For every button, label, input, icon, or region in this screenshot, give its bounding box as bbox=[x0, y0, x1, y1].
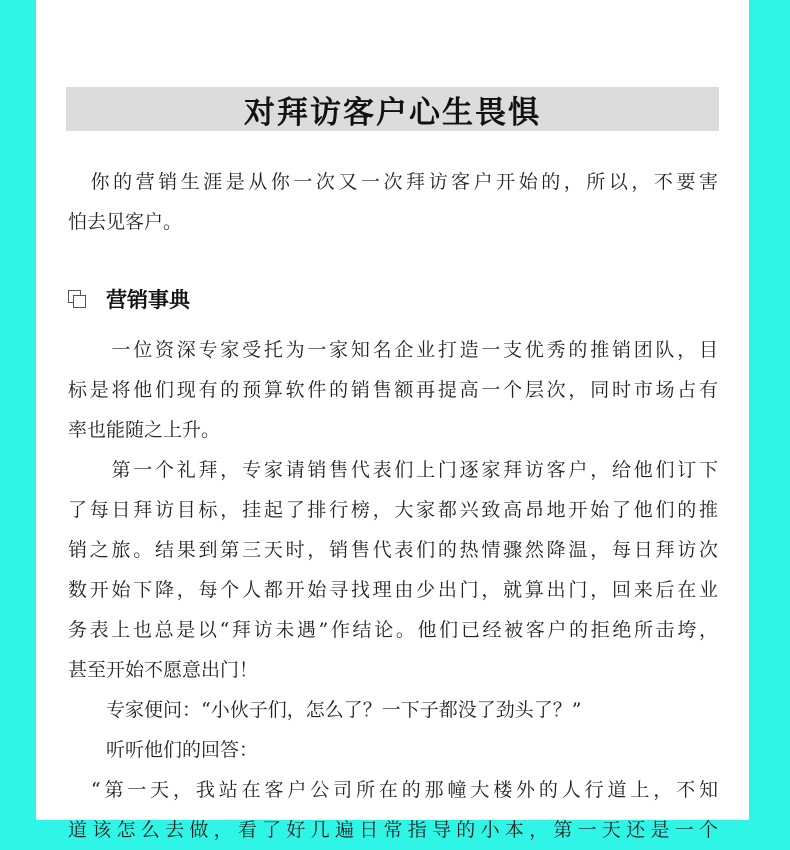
body-paragraph-5 bbox=[68, 770, 718, 850]
body-line: 专家便问：“小伙子们，怎么了？一下子都没了劲头了？” bbox=[68, 699, 582, 721]
body-line: 听听他们的回答： bbox=[68, 739, 259, 761]
intro-line: 你的营销生涯是从你一次又一次拜访客户开始的，所以，不要害 bbox=[68, 171, 718, 193]
chapter-title-bar bbox=[66, 87, 719, 131]
body-line: 标是将他们现有的预算软件的销售额再提高一个层次，同时市场占有 bbox=[68, 379, 718, 401]
body-paragraph-1 bbox=[68, 330, 718, 450]
body-line: 甚至开始不愿意出门！ bbox=[68, 659, 259, 681]
body-paragraph-4 bbox=[68, 730, 718, 770]
body-line: 了每日拜访目标，挂起了排行榜，大家都兴致高昂地开始了他们的推 bbox=[68, 499, 718, 521]
body-line: 第一个礼拜，专家请销售代表们上门逐家拜访客户，给他们订下 bbox=[68, 459, 718, 481]
intro-paragraph bbox=[68, 162, 718, 242]
body-paragraph-3 bbox=[68, 690, 718, 730]
chapter-title: 对拜访客户心生畏惧 bbox=[244, 94, 541, 131]
document-page bbox=[36, 0, 749, 841]
body-line: 道该怎么去做，看了好几遍日常指导的小本，第一天还是一个 bbox=[68, 819, 718, 841]
section-heading bbox=[68, 284, 190, 314]
body-line: 务表上也总是以“拜访未遇”作结论。他们已经被客户的拒绝所击垮， bbox=[68, 619, 718, 641]
body-line: 数开始下降，每个人都开始寻找理由少出门，就算出门，回来后在业 bbox=[68, 579, 718, 601]
body-line: 销之旅。结果到第三天时，销售代表们的热情骤然降温，每日拜访次 bbox=[68, 539, 718, 561]
body-line: “第一天，我站在客户公司所在的那幢大楼外的人行道上，不知 bbox=[68, 779, 718, 801]
body-line: 率也能随之上升。 bbox=[68, 419, 221, 441]
intro-line: 怕去见客户。 bbox=[68, 211, 183, 233]
section-title: 营销事典 bbox=[106, 288, 190, 312]
copy-squares-icon bbox=[68, 290, 86, 308]
body-line: 一位资深专家受托为一家知名企业打造一支优秀的推销团队，目 bbox=[68, 339, 718, 361]
body-paragraph-2 bbox=[68, 450, 718, 690]
